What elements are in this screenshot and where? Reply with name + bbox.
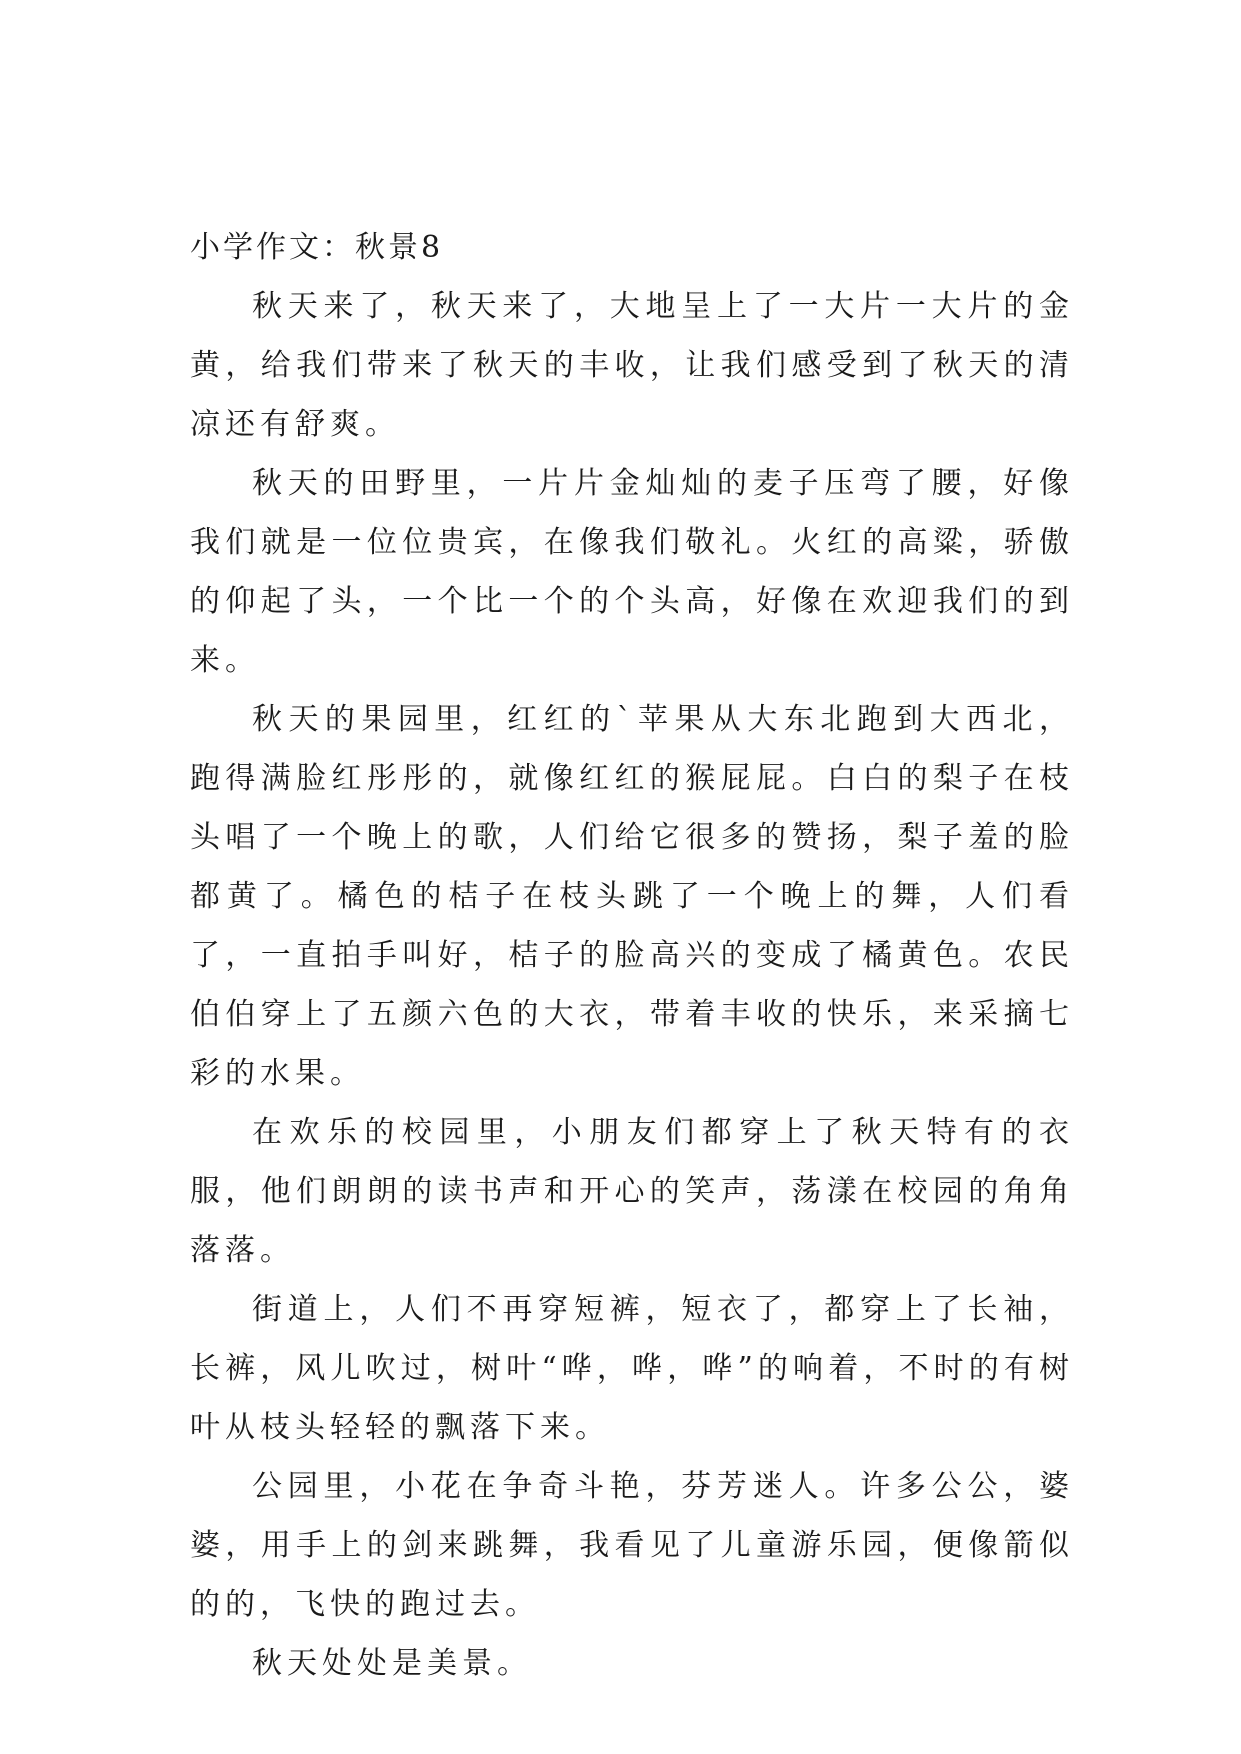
paragraph-orchard: 秋天的果园里，红红的`苹果从大东北跑到大西北，跑得满脸红彤彤的，就像红红的猴屁屁。白白的梨子在枝头唱了一个晚上的歌，人们给它很多的赞扬，梨子羞的脸都黄了。橘色的桔子在枝头跳了一个晚上的舞，人们看了，一直拍手叫好，桔子的脸高兴的变成了橘黄色。农民伯伯穿上了五颜六色的大衣，带着丰收的快乐，来采摘七彩的水果。 (190, 702, 1074, 1091)
essay-title: 小学作文：秋景8 (190, 230, 444, 265)
paragraph-street: 街道上，人们不再穿短裤，短衣了，都穿上了长袖，长裤，风儿吹过，树叶“哗，哗，哗”的响着，不时的有树叶从枝头轻轻的飘落下来。 (190, 1292, 1074, 1445)
paragraph-intro: 秋天来了，秋天来了，大地呈上了一大片一大片的金黄，给我们带来了秋天的丰收，让我们感受到了秋天的清凉还有舒爽。 (190, 289, 1074, 442)
paragraph-conclusion: 秋天处处是美景。 (252, 1646, 532, 1681)
essay-body (190, 218, 1074, 1693)
paragraph-campus: 在欢乐的校园里，小朋友们都穿上了秋天特有的衣服，他们朗朗的读书声和开心的笑声，荡漾在校园的角角落落。 (190, 1115, 1074, 1268)
paragraph-fields: 秋天的田野里，一片片金灿灿的麦子压弯了腰，好像我们就是一位位贵宾，在像我们敬礼。火红的高粱，骄傲的仰起了头，一个比一个的个头高，好像在欢迎我们的到来。 (190, 466, 1074, 678)
paragraph-park: 公园里，小花在争奇斗艳，芬芳迷人。许多公公，婆婆，用手上的剑来跳舞，我看见了儿童游乐园，便像箭似的的，飞快的跑过去。 (190, 1469, 1074, 1622)
